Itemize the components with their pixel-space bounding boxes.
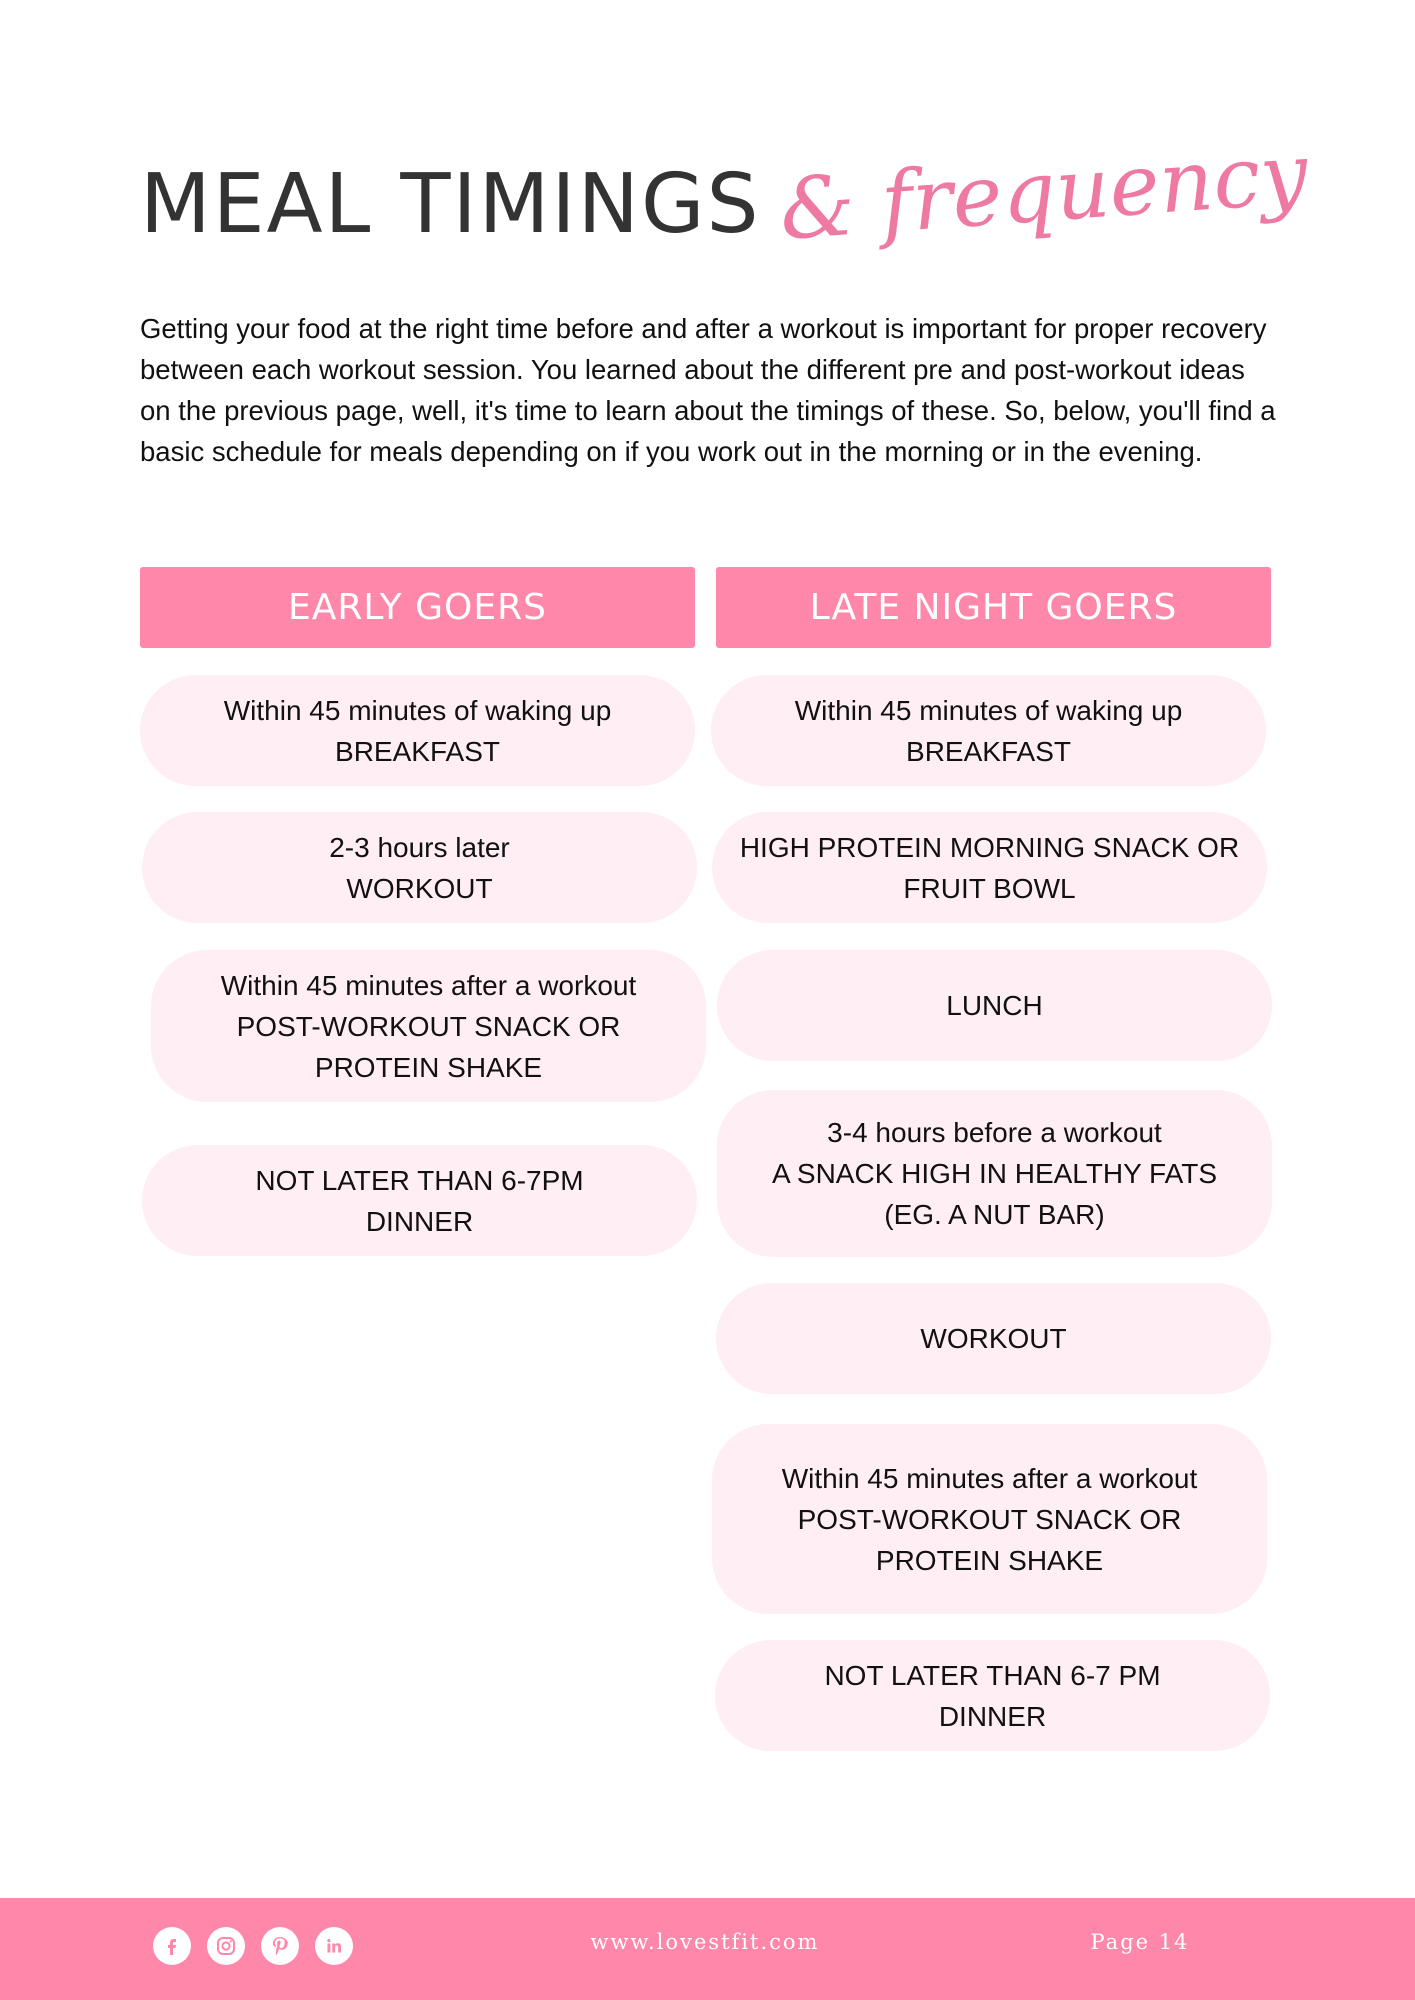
pill-line: DINNER [365,1205,474,1237]
pill-line: POST-WORKOUT SNACK OR [797,1503,1182,1535]
pill-line: Within 45 minutes after a workout [220,969,637,1001]
pill-line: BREAKFAST [335,735,500,767]
pill-line: LUNCH [946,990,1043,1021]
intro-paragraph: Getting your food at the right time before and after a workout is important for proper recovery between each workout session. You learned about the different pre and post-workout ideas on the previous page, well, it's time to learn about the timings of these. So, below, you'll find a basic schedule for meals depending on if you work out in the morning or in the evening. [140,313,1276,467]
social-links [153,1927,369,1967]
pill-line: Within 45 minutes of waking up [223,694,612,726]
late-item-lunch [717,950,1272,1061]
pill-line: POST-WORKOUT SNACK OR [236,1010,621,1042]
pill-line: PROTEIN SHAKE [314,1051,543,1083]
late-night-goers-header: LATE NIGHT GOERS [716,567,1271,648]
page-number: Page 14 [1090,1930,1190,1954]
early-item-breakfast [140,675,695,786]
early-item-dinner [142,1145,697,1256]
pill-line: (EG. A NUT BAR) [884,1199,1105,1230]
pill-line: DINNER [938,1700,1047,1732]
pill-line: A SNACK HIGH IN HEALTHY FATS [772,1158,1217,1189]
late-item-breakfast [711,675,1266,786]
title-script: & frequency [776,124,1311,259]
early-item-post-workout [151,950,706,1102]
title-main: MEAL TIMINGS [140,157,761,252]
pill-line: NOT LATER THAN 6-7 PM [824,1659,1161,1691]
linkedin-icon[interactable] [315,1927,353,1965]
pill-line: FRUIT BOWL [903,872,1076,904]
pill-line: HIGH PROTEIN MORNING SNACK OR [739,831,1240,863]
pill-line: Within 45 minutes after a workout [781,1462,1198,1494]
facebook-icon[interactable] [153,1927,191,1965]
pill-line: BREAKFAST [906,735,1071,767]
pill-line: 2-3 hours later [329,831,510,863]
pill-line: Within 45 minutes of waking up [794,694,1183,726]
late-item-workout [716,1283,1271,1394]
instagram-icon[interactable] [207,1927,245,1965]
late-item-post-workout [712,1424,1267,1614]
early-goers-header: EARLY GOERS [140,567,695,648]
footer-website-link[interactable]: www.lovestfit.com [590,1930,820,1954]
pill-line: WORKOUT [346,872,493,904]
pill-line: WORKOUT [920,1323,1067,1354]
late-item-dinner [715,1640,1270,1751]
pinterest-icon[interactable] [261,1927,299,1965]
pill-line: NOT LATER THAN 6-7PM [255,1164,584,1196]
pill-line: PROTEIN SHAKE [875,1544,1104,1576]
pill-line: 3-4 hours before a workout [827,1117,1162,1148]
late-item-morning-snack [712,812,1267,923]
late-item-healthy-fats-snack [717,1090,1272,1257]
page-title [140,124,1311,300]
early-item-workout [142,812,697,923]
